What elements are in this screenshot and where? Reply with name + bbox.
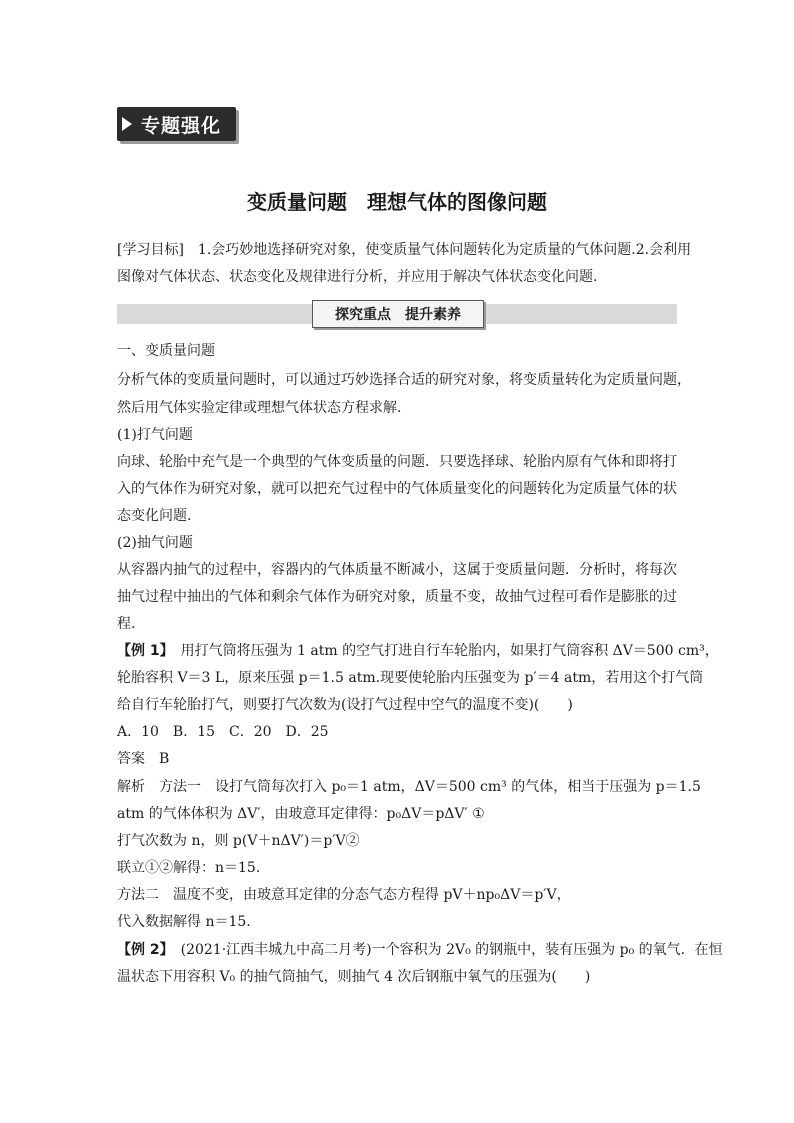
banner-label: 专题强化 — [141, 114, 222, 137]
example-2-tag: 【例 2】 — [117, 942, 167, 958]
paragraph-3-line-2: 抽气过程中抽出的气体和剩余气体作为研究对象，质量不变，故抽气过程可看作是膨胀的过 — [117, 589, 677, 605]
topic-banner — [117, 107, 236, 141]
subheading-inflation: (1)打气问题 — [117, 427, 193, 443]
solution-line-6: 代入数据解得 n＝15. — [117, 914, 251, 930]
page-title: 变质量问题 理想气体的图像问题 — [247, 190, 547, 214]
example-1-text-1: 用打气筒将压强为 1 atm 的空气打进自行车轮胎内，如果打气筒容积 ΔV＝500 cm³， — [166, 643, 719, 659]
paragraph-2-line-1: 向球、轮胎中充气是一个典型的气体变质量的问题．只要选择球、轮胎内原有气体和即将打 — [117, 454, 677, 470]
example-1-line-1 — [117, 637, 719, 666]
solution-line-1: 解析 方法一 设打气筒每次打入 p₀＝1 atm，ΔV＝500 cm³ 的气体，相当于压强为 p＝1.5 — [117, 779, 701, 795]
solution-line-2: atm 的气体体积为 ΔV′，由玻意耳定律得：p₀ΔV＝pΔV′ ① — [117, 806, 485, 822]
solution-line-5: 方法二 温度不变，由玻意耳定律的分态气态方程得 pV＋np₀ΔV＝p′V， — [117, 887, 571, 903]
objective-line-1: [学习目标] 1.会巧妙地选择研究对象，使变质量气体问题转化为定质量的气体问题.2.会利用 — [117, 242, 692, 258]
example-2-line-2: 温状态下用容积 V₀ 的抽气筒抽气，则抽气 4 次后钢瓶中氧气的压强为( ) — [117, 969, 591, 985]
solution-line-3: 打气次数为 n，则 p(V＋nΔV′)＝p′V② — [117, 833, 360, 849]
paragraph-2-line-3: 态变化问题. — [117, 508, 192, 524]
solution-line-4: 联立①②解得：n＝15. — [117, 860, 261, 876]
section-heading — [312, 300, 484, 328]
subheading-extraction: (2)抽气问题 — [117, 535, 193, 551]
answer-line: 答案 B — [117, 751, 170, 767]
section-heading-left: 探究重点 — [335, 307, 391, 323]
paragraph-1-line-1: 分析气体的变质量问题时，可以通过巧妙选择合适的研究对象，将变质量转化为定质量问题， — [117, 372, 691, 388]
example-2-line-1 — [117, 936, 723, 965]
example-1-tag: 【例 1】 — [117, 643, 167, 659]
example-1-line-2: 轮胎容积 V＝3 L，原来压强 p＝1.5 atm.现要使轮胎内压强变为 p′＝4 atm，若用这个打气筒 — [117, 670, 704, 686]
example-2-text-1: (2021·江西丰城九中高二月考)一个容积为 2V₀ 的钢瓶中，装有压强为 p₀ 的氧气．在恒 — [166, 942, 723, 958]
triangle-marker-icon — [122, 117, 132, 131]
paragraph-3-line-1: 从容器内抽气的过程中，容器内的气体质量不断减小，这属于变质量问题．分析时，将每次 — [117, 562, 677, 578]
example-1-line-3: 给自行车轮胎打气，则要打气次数为(设打气过程中空气的温度不变)( ) — [117, 697, 573, 713]
objective-line-2: 图像对气体状态、状态变化及规律进行分析，并应用于解决气体状态变化问题. — [117, 269, 598, 285]
section-heading-right: 提升素养 — [405, 307, 461, 323]
example-1-options: A．10 B．15 C．20 D．25 — [117, 724, 329, 740]
heading-variable-mass: 一、变质量问题 — [117, 343, 215, 359]
paragraph-1-line-2: 然后用气体实验定律或理想气体状态方程求解. — [117, 400, 402, 416]
paragraph-2-line-2: 入的气体作为研究对象，就可以把充气过程中的气体质量变化的问题转化为定质量气体的状 — [117, 481, 677, 497]
paragraph-3-line-3: 程. — [117, 616, 136, 632]
